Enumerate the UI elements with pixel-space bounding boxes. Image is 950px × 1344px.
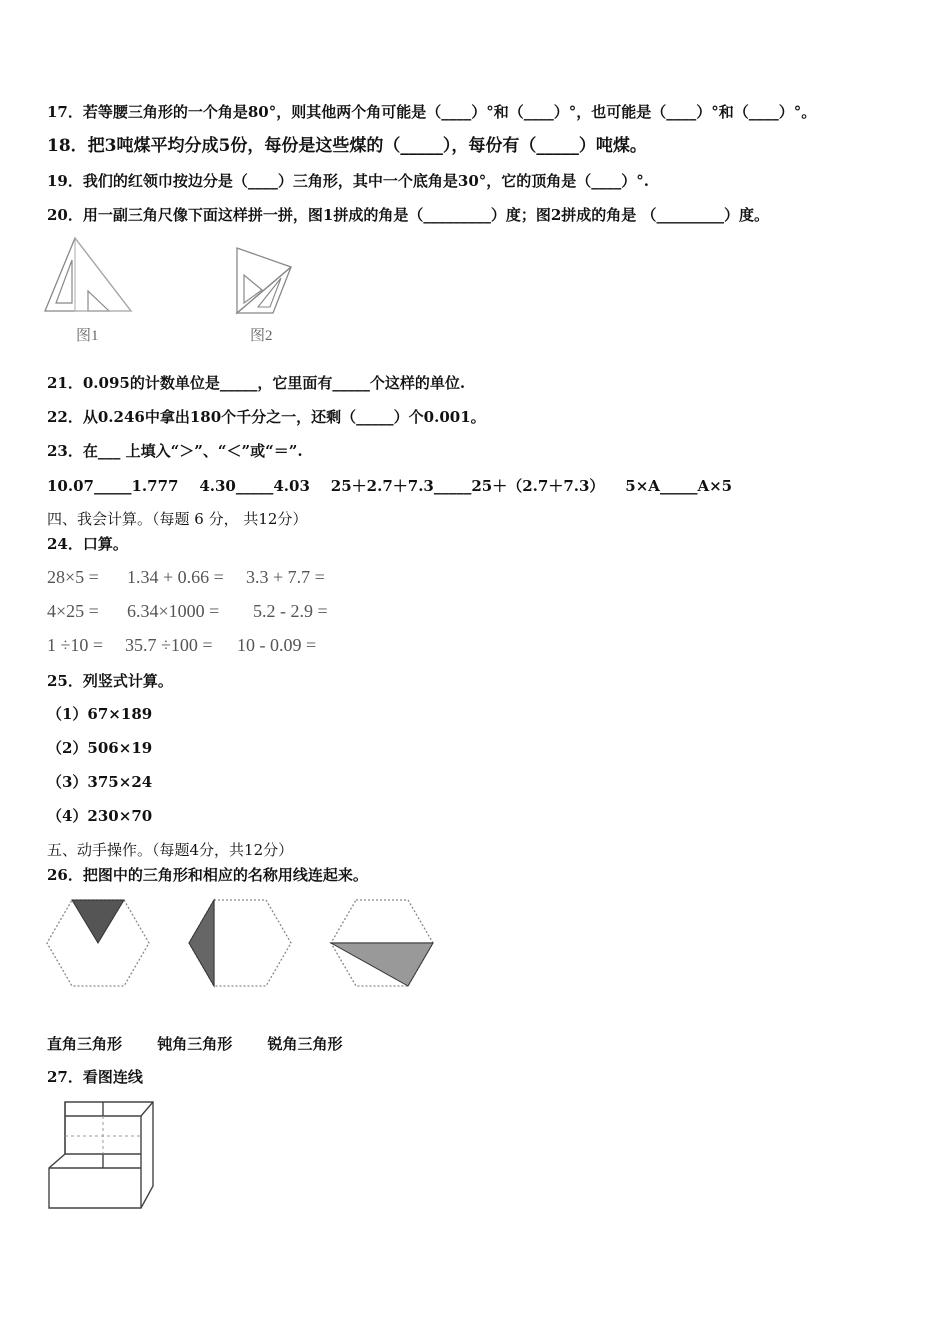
question-27: 27．看图连线 <box>47 1068 143 1086</box>
oral-item: 10 - 0.09 = <box>237 635 317 655</box>
oral-row-2 <box>47 600 328 622</box>
section-5-title: 五、动手操作。（每题4分，共12分） <box>47 841 294 859</box>
question-19: 19．我们的红领巾按边分是（____）三角形，其中一个底角是30°，它的顶角是（____）°. <box>47 172 649 190</box>
hexagon-right-triangle <box>187 897 293 990</box>
oral-item: 28×5 = <box>47 567 99 587</box>
question-21: 21．0.095的计数单位是_____，它里面有_____个这样的单位. <box>47 374 466 392</box>
name-obtuse-triangle: 钝角三角形 <box>157 1035 233 1053</box>
question-22: 22．从0.246中拿出180个千分之一，还剩（_____）个0.001。 <box>47 408 486 426</box>
vertical-calc-4: （4）230×70 <box>47 807 153 825</box>
cube-stack-figure <box>45 1098 157 1216</box>
vertical-calc-2: （2）506×19 <box>47 739 153 757</box>
oral-item: 1 ÷10 = <box>47 635 104 655</box>
oral-item: 5.2 - 2.9 = <box>253 601 328 621</box>
question-23: 23．在___ 上填入“＞”、“＜”或“＝”. <box>47 442 303 460</box>
figure-2-caption: 图2 <box>250 328 273 344</box>
triangle-names <box>47 1033 373 1054</box>
oral-row-3 <box>47 634 316 656</box>
question-24: 24．口算。 <box>47 535 128 553</box>
question-18: 18．把3吨煤平均分成5份，每份是这些煤的（_____），每份有（_____）吨煤。 <box>47 136 647 156</box>
section-4-title: 四、我会计算。（每题 6 分， 共12分） <box>47 510 308 528</box>
oral-row-1 <box>47 566 325 588</box>
figure-1-caption: 图1 <box>76 328 99 344</box>
oral-item: 1.34 + 0.66 = <box>127 567 224 587</box>
name-acute-triangle: 锐角三角形 <box>267 1035 343 1053</box>
oral-item: 4×25 = <box>47 601 99 621</box>
set-square-figure-1 <box>42 235 134 315</box>
hexagon-obtuse-triangle <box>329 897 435 990</box>
oral-item: 3.3 + 7.7 = <box>246 567 325 587</box>
oral-item: 35.7 ÷100 = <box>125 635 213 655</box>
oral-item: 6.34×1000 = <box>127 601 220 621</box>
vertical-calc-3: （3）375×24 <box>47 773 153 791</box>
question-20: 20．用一副三角尺像下面这样拼一拼，图1拼成的角是（_________）度；图2拼成的角是 （_________）度。 <box>47 206 769 224</box>
question-25: 25．列竖式计算。 <box>47 672 173 690</box>
question-26: 26．把图中的三角形和相应的名称用线连起来。 <box>47 866 368 884</box>
name-right-triangle: 直角三角形 <box>47 1035 123 1053</box>
hexagon-acute-triangle <box>45 897 151 990</box>
question-17: 17．若等腰三角形的一个角是80°，则其他两个角可能是（____）°和（____）°，也可能是（____）°和（____）°。 <box>47 103 817 121</box>
set-square-figure-2 <box>232 245 294 317</box>
vertical-calc-1: （1）67×189 <box>47 705 153 723</box>
question-23-items: 10.07_____1.777 4.30_____4.03 25＋2.7＋7.3_____25＋（2.7＋7.3） 5×A_____A×5 <box>47 477 733 495</box>
